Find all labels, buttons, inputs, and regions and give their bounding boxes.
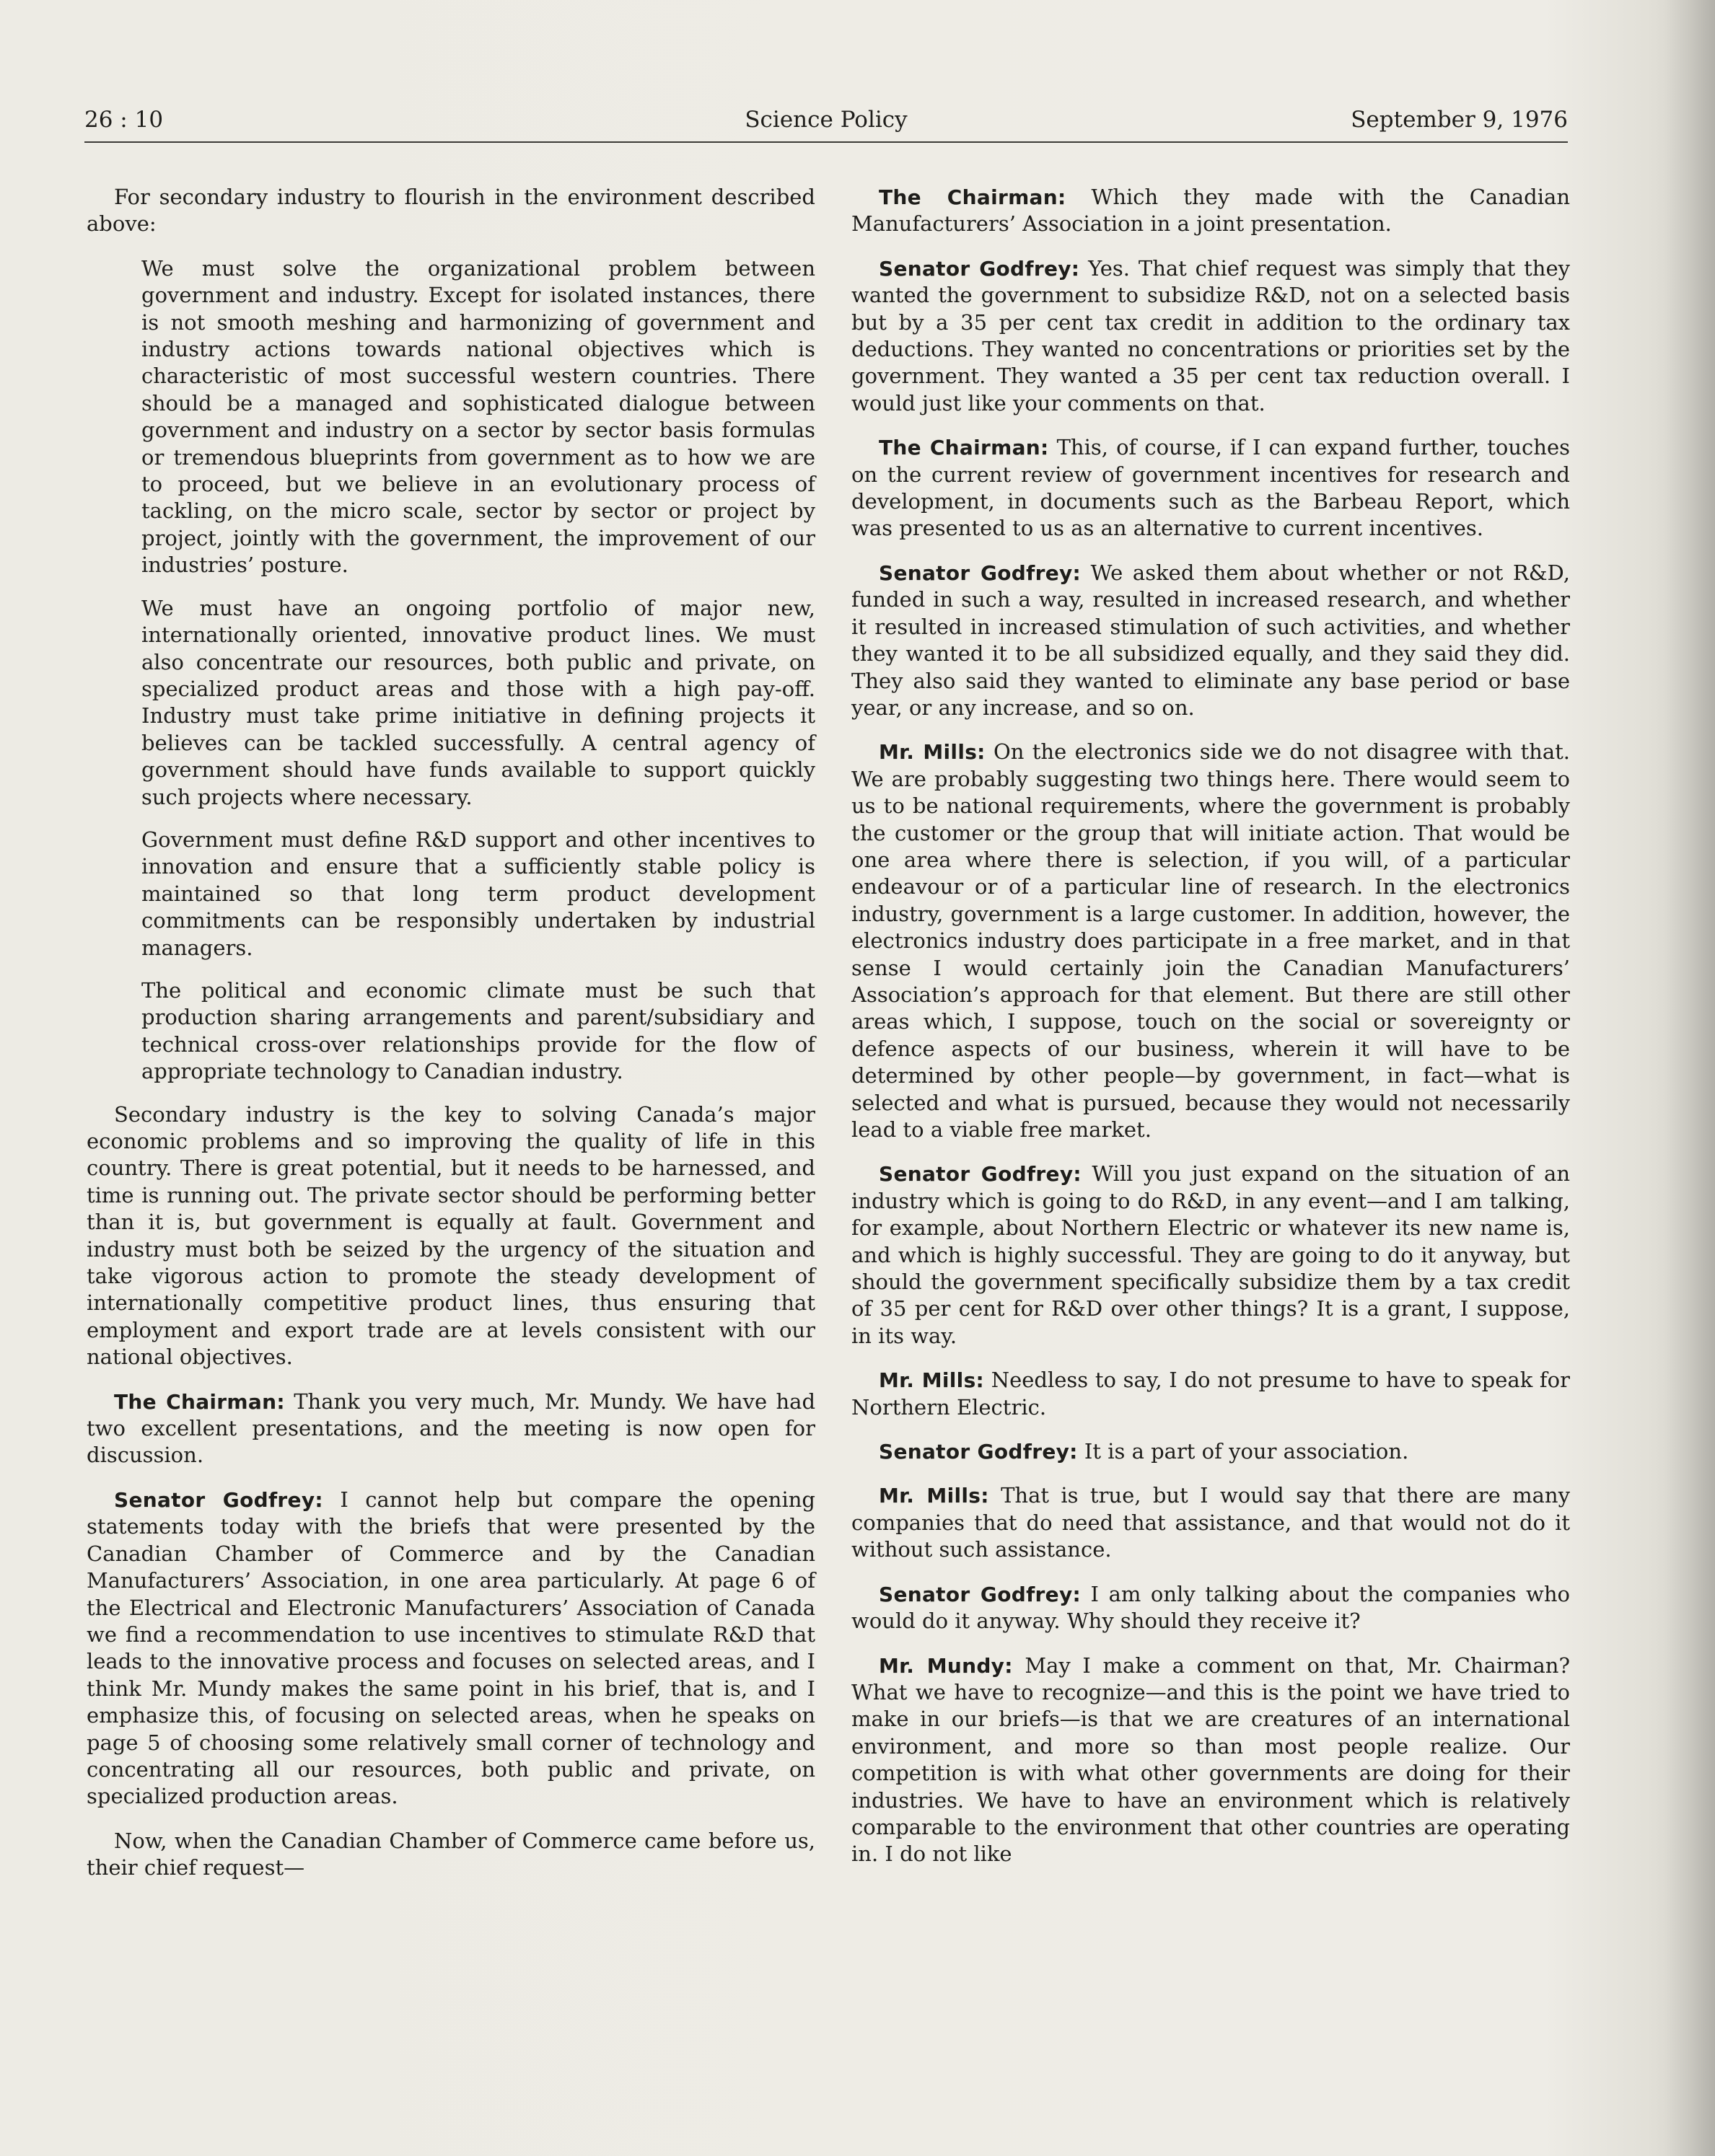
speech-text: On the electronics side we do not disagree with that. We are probably suggesting two things here. There would seem to us to be national requirements, where the government is probably the customer or the group that will initiate action. That would be one area where there is selection, if you will, of a particular endeavour or of a particular line of research. In the electronics industry, government is a large customer. In addition, however, the electronics industry does participate in a free market, and in that sense I would certainly join the Canadian Manufacturers’ Association’s approach for that element. But there are still other areas which, I suppose, touch on the social or sovereignty or defence aspects of our business, wherein it will have to be determined by other people—by government, in fact—what is selected and what is pursued, because they would not necessarily lead to a viable free market. — [851, 739, 1570, 1142]
speaker-name: The Chairman: — [879, 436, 1049, 460]
speech-text: That is true, but I would say that there are many companies that do need that assistance, and that would not do it without such assistance. — [851, 1483, 1570, 1562]
speaker-name: Mr. Mills: — [879, 1368, 985, 1393]
paragraph: Secondary industry is the key to solving Canada’s major economic problems and so improving the quality of life in this country. There is great potential, but it needs to be harnessed, and time is running out. The private sector should be performing better than it is, but government is equally at fault. Government and industry must both be seized by the urgency of the situation and take vigorous action to promote the steady development of internationally competitive product lines, thus ensuring that employment and export trade are at levels consistent with our national objectives. — [87, 1101, 815, 1370]
speaker-name: Senator Godfrey: — [879, 1162, 1082, 1187]
speech-paragraph — [851, 739, 1570, 1143]
paragraph: Now, when the Canadian Chamber of Commerce came before us, their chief request— — [87, 1828, 815, 1880]
speaker-name: Senator Godfrey: — [114, 1487, 323, 1512]
speech-paragraph — [851, 184, 1570, 238]
quoted-paragraph: We must solve the organizational problem between government and industry. Except for isolated instances, there is not smooth meshing and harmonizing of government and industry actions towards national objectives which is characteristic of most successful western countries. There should be a managed and sophisticated dialogue between government and industry on a sector by sector basis formulas or tremendous blueprints from government as to how we are to proceed, but we believe in an evolutionary process of tackling, on the micro scale, sector by sector or project by project, jointly with the government, the improvement of our industries’ posture. — [141, 255, 815, 578]
speaker-name: The Chairman: — [879, 185, 1066, 209]
speech-paragraph — [851, 1161, 1570, 1350]
speech-paragraph — [851, 560, 1570, 721]
speech-paragraph — [87, 1487, 815, 1810]
publication-date: September 9, 1976 — [1351, 107, 1568, 133]
speaker-name: Mr. Mundy: — [879, 1653, 1013, 1678]
page-edge-shadow — [1664, 0, 1715, 2156]
speech-paragraph — [851, 1482, 1570, 1563]
quoted-paragraph: The political and economic climate must be such that production sharing arrangements and parent/subsidiary and technical cross-over relationships provide for the flow of appropriate technology to Canadian industry. — [141, 977, 815, 1084]
speech-paragraph — [851, 1438, 1570, 1465]
speech-paragraph — [851, 434, 1570, 542]
quoted-paragraph: Government must define R&D support and other incentives to innovation and ensure that a sufficiently stable policy is maintained so that long term product development commitments can be responsibly undertaken by industrial managers. — [141, 827, 815, 960]
speech-text: May I make a comment on that, Mr. Chairman? What we have to recognize—and this is the point we have tried to make in our briefs—is that we are creatures of an international environment, and more so than most people realize. Our competition is with what other governments are doing for their industries. We have to have an environment which is relatively comparable to the environment that other countries are operating in. I do not like — [851, 1653, 1570, 1867]
publication-title: Science Policy — [745, 107, 908, 133]
paragraph: For secondary industry to flourish in the environment described above: — [87, 185, 815, 237]
speaker-name: Senator Godfrey: — [879, 1440, 1078, 1464]
left-column — [87, 184, 815, 1899]
speech-text: Will you just expand on the situation of an industry which is going to do R&D, in any event—and I am talking, for example, about Northern Electric or whatever its new name is, and which is highly successful. They are going to do it anyway, but should the government specifically subsidize them by a tax credit of 35 per cent for R&D over other things? It is a grant, I suppose, in its way. — [851, 1161, 1570, 1348]
speech-text: We asked them about whether or not R&D, funded in such a way, resulted in increased research, and whether it resulted in increased stimulation of such activities, and whether they wanted it to be all subsidized equally, and they said they did. They also said they wanted to eliminate any base period or base year, or any increase, and so on. — [851, 560, 1570, 720]
speech-paragraph — [851, 255, 1570, 417]
page-number: 26 : 10 — [84, 107, 164, 133]
speaker-name: Senator Godfrey: — [879, 560, 1082, 585]
speech-text: It is a part of your association. — [1077, 1439, 1409, 1464]
speech-text: Which they made with the Canadian Manufacturers’ Association in a joint presentation. — [851, 185, 1570, 237]
speaker-name: Senator Godfrey: — [879, 1582, 1081, 1606]
speech-text: Needless to say, I do not presume to have to speak for Northern Electric. — [851, 1368, 1570, 1420]
speech-text: Thank you very much, Mr. Mundy. We have had two excellent presentations, and the meeting is now open for discussion. — [87, 1389, 816, 1468]
speech-text: Yes. That chief request was simply that they wanted the government to subsidize R&D, not on a selected basis but by a 35 per cent tax credit in addition to the ordinary tax deductions. They wanted no concentrations or priorities set by the government. They wanted a 35 per cent tax reduction overall. I would just like your comments on that. — [851, 255, 1570, 415]
speech-paragraph — [851, 1581, 1570, 1635]
speaker-name: The Chairman: — [114, 1389, 285, 1414]
speaker-name: Mr. Mills: — [879, 740, 986, 765]
speech-text: This, of course, if I can expand further, touches on the current review of government incentives for research and development, in documents such as the Barbeau Report, which was presented to us as an alternative to current incentives. — [851, 435, 1570, 541]
speech-paragraph — [87, 1389, 815, 1469]
speech-text: I cannot help but compare the opening statements today with the briefs that were presented by the Canadian Chamber of Commerce and by the Canadian Manufacturers’ Association, in one area particularly. At page 6 of the Electrical and Electronic Manufacturers’ Association of Canada we find a recommendation to use incentives to stimulate R&D that leads to the innovative process and focuses on selected areas, and I think Mr. Mundy makes the same point in his brief, that is, and I emphasize this, of focusing on selected areas, when he speaks on page 5 of choosing some relatively small corner of technology and concentrating all our resources, both public and private, on specialized production areas. — [87, 1487, 815, 1809]
speech-text: I am only talking about the companies who would do it anyway. Why should they receive it? — [851, 1581, 1570, 1634]
running-header — [84, 107, 1568, 143]
right-column — [851, 184, 1570, 1886]
speaker-name: Mr. Mills: — [879, 1484, 989, 1508]
quoted-paragraph: We must have an ongoing portfolio of major new, internationally oriented, innovative product lines. We must also concentrate our resources, both public and private, on specialized product areas and those with a high pay-off. Industry must take prime initiative in defining projects it believes can be tackled successfully. A central agency of government should have funds available to support quickly such projects where necessary. — [141, 595, 815, 809]
speech-paragraph — [851, 1653, 1570, 1868]
speech-paragraph — [851, 1367, 1570, 1421]
header-rule — [84, 141, 1568, 143]
speaker-name: Senator Godfrey: — [879, 256, 1080, 281]
